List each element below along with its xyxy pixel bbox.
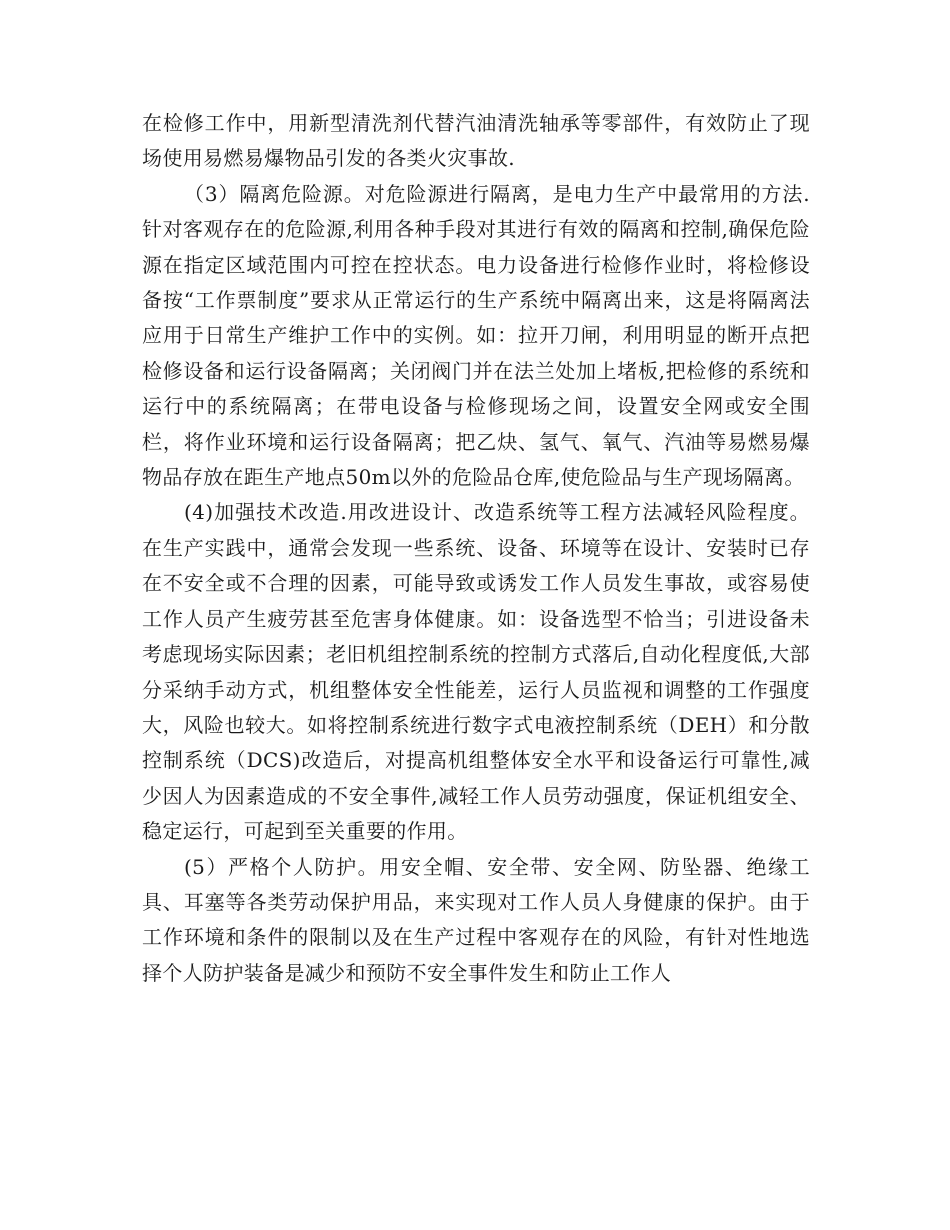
paragraph-isolate-hazard: （3）隔离危险源。对危险源进行隔离，是电力生产中最常用的方法.针对客观存在的危险源,利用各种手段对其进行有效的隔离和控制,确保危险源在指定区域范围内可控在控状态。电力设备进行检修作业时，将检修设备按“工作票制度”要求从正常运行的生产系统中隔离出来，这是将隔离法应用于日常生产维护工作中的实例。如：拉开刀闸，利用明显的断开点把检修设备和运行设备隔离；关闭阀门并在法兰处加上堵板,把检修的系统和运行中的系统隔离；在带电设备与检修现场之间，设置安全网或安全围栏，将作业环境和运行设备隔离；把乙炔、氢气、氧气、汽油等易燃易爆物品存放在距生产地点50m以外的危险品仓库,使危险品与生产现场隔离。 [142, 181, 810, 490]
document-body [142, 106, 810, 991]
paragraph-continuation: 在检修工作中，用新型清洗剂代替汽油清洗轴承等零部件，有效防止了现场使用易燃易爆物品引发的各类火灾事故. [142, 111, 810, 171]
paragraph-personal-protection: (5）严格个人防护。用安全帽、安全带、安全网、防坠器、绝缘工具、耳塞等各类劳动保护用品，来实现对工作人员人身健康的保护。由于工作环境和条件的限制以及在生产过程中客观存在的风险，有针对性地选择个人防护装备是减少和预防不安全事件发生和防止工作人 [142, 854, 810, 985]
paragraph-technical-upgrade: (4)加强技术改造.用改进设计、改造系统等工程方法减轻风险程度。在生产实践中，通常会发现一些系统、设备、环境等在设计、安装时已存在不安全或不合理的因素，可能导致或诱发工作人员发生事故，或容易使工作人员产生疲劳甚至危害身体健康。如：设备选型不恰当；引进设备未考虑现场实际因素；老旧机组控制系统的控制方式落后,自动化程度低,大部分采纳手动方式，机组整体安全性能差，运行人员监视和调整的工作强度大，风险也较大。如将控制系统进行数字式电液控制系统（DEH）和分散控制系统（DCS)改造后，对提高机组整体安全水平和设备运行可靠性,减少因人为因素造成的不安全事件,减轻工作人员劳动强度，保证机组安全、稳定运行，可起到至关重要的作用。 [142, 500, 810, 844]
